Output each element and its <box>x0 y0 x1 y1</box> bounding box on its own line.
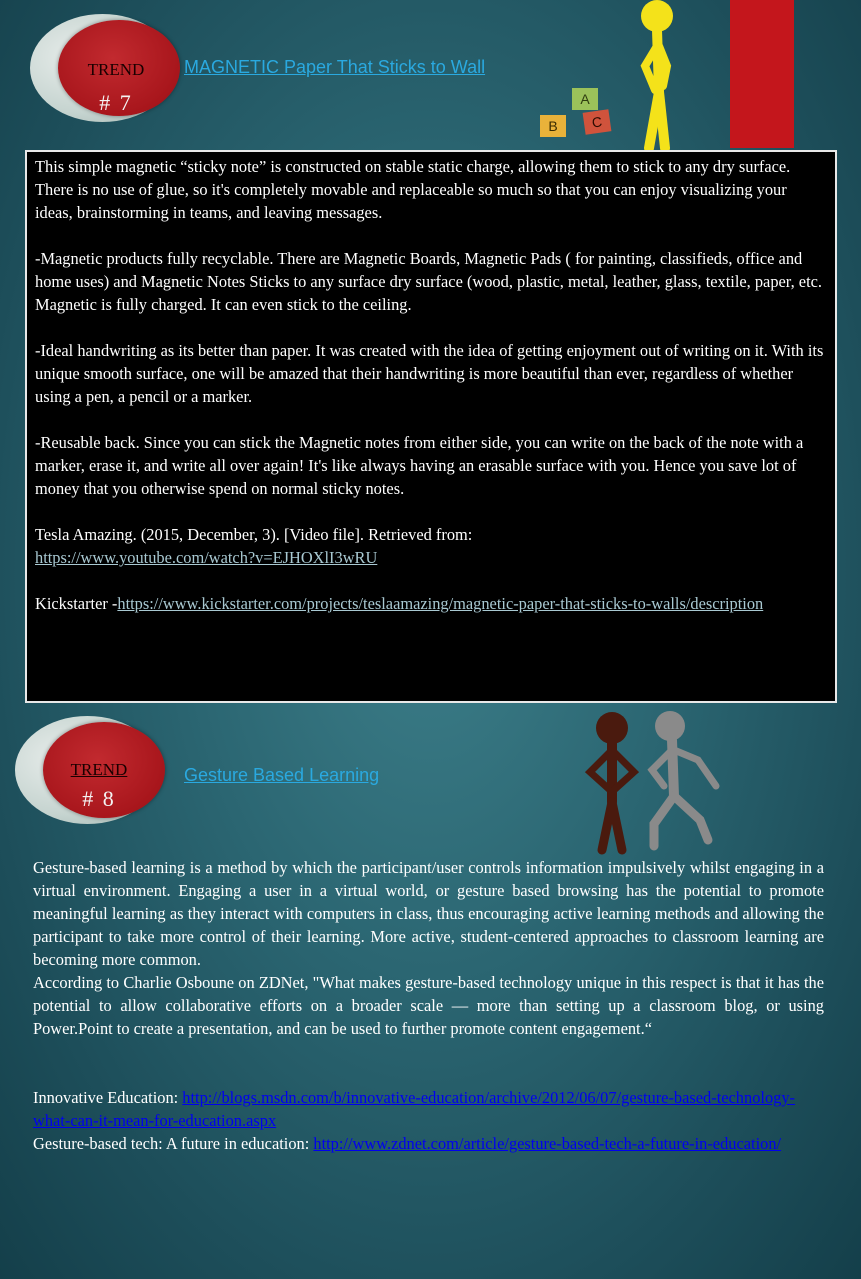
badge-number: # 8 <box>82 786 116 811</box>
badge-word: TREND <box>87 60 145 79</box>
tile-a: A <box>572 88 598 110</box>
badge-word: TREND <box>70 760 128 779</box>
zdnet-link[interactable]: http://www.zdnet.com/article/gesture-based-tech-a-future-in-education/ <box>313 1134 782 1153</box>
trend-7-badge <box>30 14 180 124</box>
msdn-link[interactable]: http://blogs.msdn.com/b/innovative-education/archive/2012/06/07/gesture-based-technology-what-can-it-mean-for-education.aspx <box>33 1088 795 1130</box>
reference-innovative-education <box>33 1086 824 1132</box>
reference-text: Tesla Amazing. (2015, December, 3). [Video file]. Retrieved from: <box>35 525 473 544</box>
trend-8-references <box>33 1086 824 1155</box>
reference-label: Gesture-based tech: A future in education: <box>33 1134 314 1153</box>
trend-7-title[interactable]: MAGNETIC Paper That Sticks to Wall <box>184 57 486 77</box>
yellow-stick-figure-icon <box>615 0 685 150</box>
reference-kickstarter <box>35 592 827 615</box>
trend-7-paragraph: This simple magnetic “sticky note” is constructed on stable static charge, allowing them to stick to any dry surface. There is no use of glue, so it's completely movable and replaceable so much so that you can enjoy visualizing your ideas, brainstorming in teams, and leaving messages. <box>35 157 791 222</box>
trend-7-content-box <box>25 150 837 703</box>
gesture-stick-figures-icon <box>580 708 725 856</box>
badge-number: # 7 <box>99 90 133 115</box>
red-bar-decoration <box>730 0 794 148</box>
trend-8-quote: According to Charlie Osboune on ZDNet, "What makes gesture-based technology unique in this respect is that it has the potential to allow collaborative efforts on a broader scale — more than setting up a classroom blog, or using Power.Point to create a presentation, and can be used to further promote content engagement.“ <box>33 973 824 1038</box>
trend-8-badge <box>15 716 165 826</box>
kickstarter-link[interactable]: https://www.kickstarter.com/projects/teslaamazing/magnetic-paper-that-sticks-to-walls/description <box>117 594 764 613</box>
reference-zdnet <box>33 1132 824 1155</box>
reference-text: Kickstarter - <box>35 594 118 613</box>
youtube-link[interactable]: https://www.youtube.com/watch?v=EJHOXlI3wRU <box>35 548 378 567</box>
trend-8-paragraph: Gesture-based learning is a method by which the participant/user controls information impulsively whilst engaging in a virtual environment. Engaging a user in a virtual world, or gesture based browsing has the potential to promote meaningful learning as they interact with computers in class, thus encouraging active learning methods and allowing the participant to take more control of their learning. More active, student-centered approaches to classroom learning are becoming more common. <box>33 858 824 969</box>
trend-8-body <box>33 856 824 1040</box>
reference-youtube <box>35 523 827 569</box>
trend-8-title[interactable]: Gesture Based Learning <box>184 765 380 785</box>
tile-c: C <box>583 109 612 134</box>
trend-7-paragraph: -Magnetic products fully recyclable. There are Magnetic Boards, Magnetic Pads ( for painting, classifieds, office and home uses) and Magnetic Notes Sticks to any surface dry surface (wood, plastic, metal, leather, glass, textile, paper, etc. Magnetic is fully charged. It can even stick to the ceiling. <box>35 249 822 314</box>
trend-7-paragraph: -Ideal handwriting as its better than paper. It was created with the idea of getting enjoyment out of writing on it. With its unique smooth surface, one will be amazed that their handwriting is more beautiful than ever, regardless of whether using a pen, a pencil or a marker. <box>35 341 824 406</box>
tile-b: B <box>540 115 566 137</box>
reference-label: Innovative Education: <box>33 1088 183 1107</box>
trend-7-paragraph: -Reusable back. Since you can stick the Magnetic notes from either side, you can write on the back of the note with a marker, erase it, and write all over again! It's like always having an erasable surface with you. Hence you save lot of money that you otherwise spend on normal sticky notes. <box>35 433 804 498</box>
